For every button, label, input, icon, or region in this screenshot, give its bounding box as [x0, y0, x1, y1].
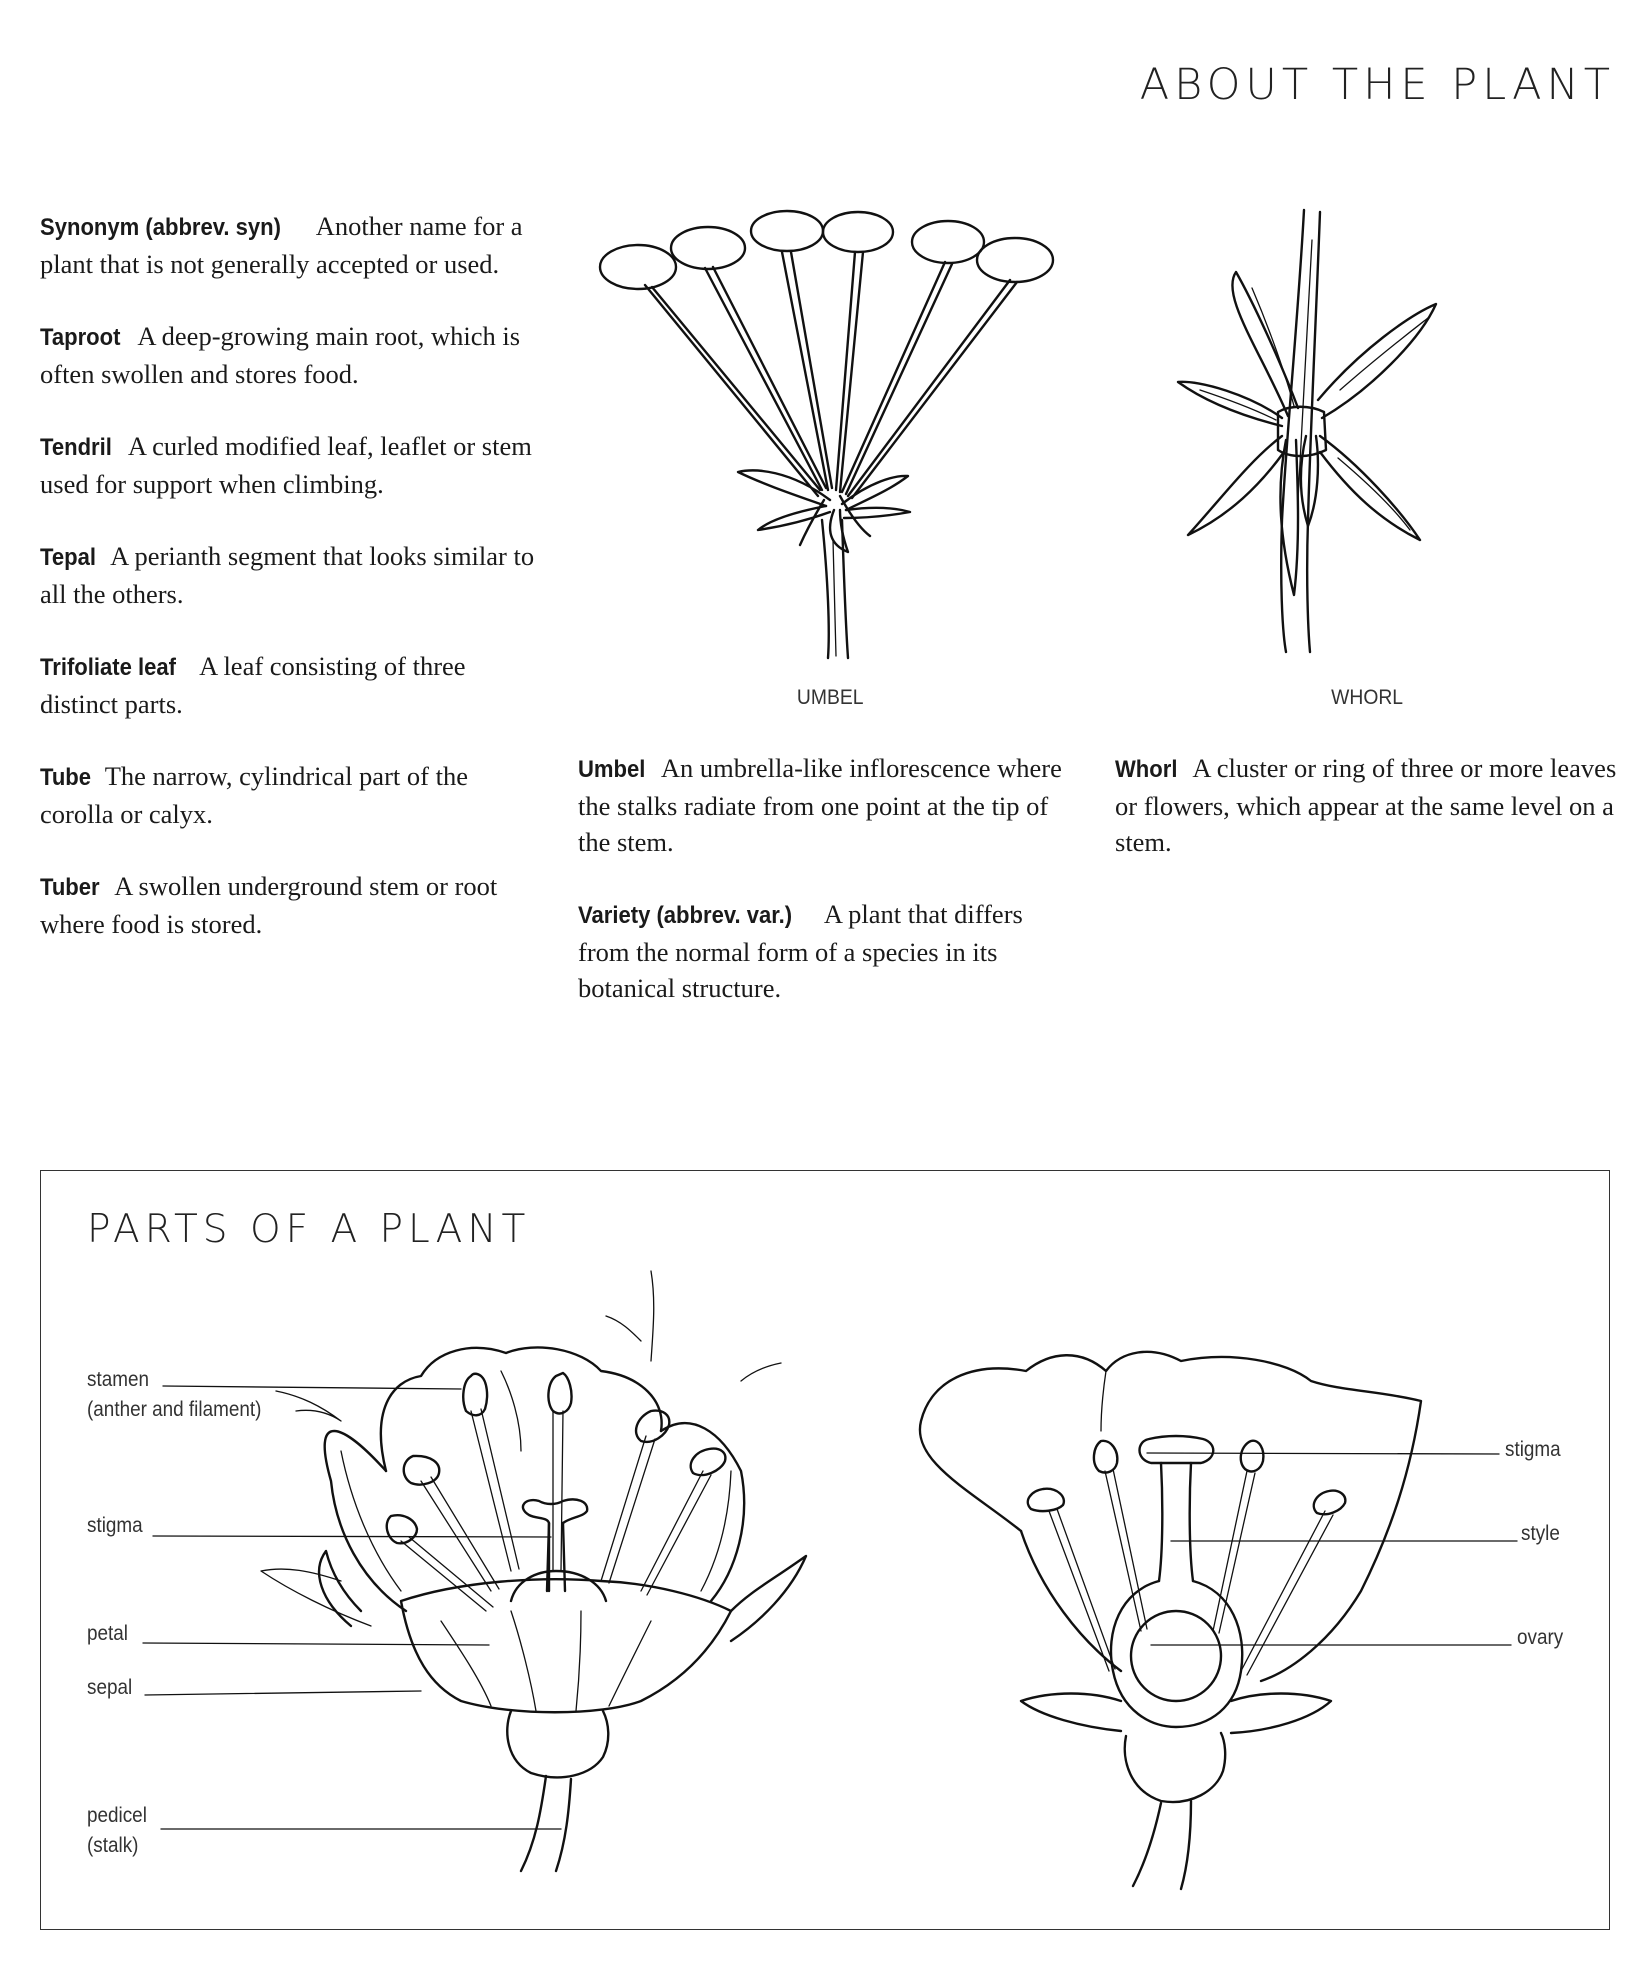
- glossary-term: Whorl: [1115, 756, 1178, 783]
- glossary-definition: Another name for a plant that is not generally accepted or used.: [40, 211, 523, 279]
- glossary-term: Umbel: [578, 756, 646, 783]
- label-stamen-text: stamen: [87, 1368, 149, 1391]
- glossary-entry: [40, 208, 545, 282]
- glossary-column-right: [1115, 750, 1620, 896]
- glossary-definition: A cluster or ring of three or more leaves or flowers, which appear at the same level on a stem.: [1115, 753, 1617, 857]
- umbel-illustration: [590, 200, 1070, 670]
- flower-diagram-right: [41, 1171, 1611, 1931]
- whorl-illustration: [1170, 200, 1500, 670]
- glossary-term: Tepal: [40, 544, 96, 571]
- label-stigma-left: stigma: [87, 1514, 143, 1537]
- glossary-definition: A leaf consisting of three distinct parts.: [40, 651, 466, 719]
- glossary-entry: [40, 538, 545, 612]
- label-style: style: [1521, 1522, 1560, 1545]
- glossary-term: Tendril: [40, 434, 112, 461]
- label-ovary: ovary: [1517, 1626, 1564, 1649]
- parts-box-title: PARTS OF A PLANT: [87, 1207, 531, 1252]
- whorl-caption: WHORL: [1331, 686, 1404, 709]
- glossary-definition: A plant that differs from the normal form of a species in its botanical structure.: [578, 899, 1023, 1003]
- glossary-term: Variety (abbrev. var.): [578, 902, 793, 929]
- glossary-term: Trifoliate leaf: [40, 654, 177, 681]
- glossary-term: Tuber: [40, 874, 100, 901]
- glossary-entry: [40, 428, 545, 502]
- glossary-column-middle: [578, 750, 1078, 1042]
- glossary-term: Tube: [40, 764, 92, 791]
- glossary-entry: [578, 750, 1078, 860]
- umbel-caption: UMBEL: [796, 686, 864, 709]
- glossary-definition: The narrow, cylindrical part of the corolla or calyx.: [40, 761, 468, 829]
- glossary-definition: A curled modified leaf, leaflet or stem used for support when climbing.: [40, 431, 532, 499]
- glossary-column-left: [40, 208, 545, 978]
- glossary-entry: [40, 648, 545, 722]
- glossary-definition: A deep-growing main root, which is often swollen and stores food.: [40, 321, 521, 389]
- label-stamen-sub: (anther and filament): [87, 1398, 262, 1421]
- glossary-definition: A perianth segment that looks similar to all the others.: [40, 541, 535, 609]
- glossary-definition: A swollen underground stem or root where food is stored.: [40, 871, 498, 939]
- glossary-entry: [578, 896, 1078, 1006]
- label-pedicel-sub: (stalk): [87, 1834, 139, 1857]
- page-heading: ABOUT THE PLANT: [1139, 60, 1615, 110]
- label-stigma-right: stigma: [1505, 1438, 1561, 1461]
- glossary-term: Synonym (abbrev. syn): [40, 214, 281, 241]
- parts-of-a-plant-box: [40, 1170, 1610, 1930]
- glossary-term: Taproot: [40, 324, 121, 351]
- glossary-entry: [40, 868, 545, 942]
- glossary-entry: [1115, 750, 1620, 860]
- glossary-entry: [40, 758, 545, 832]
- label-petal: petal: [87, 1622, 128, 1645]
- glossary-entry: [40, 318, 545, 392]
- label-pedicel-text: pedicel: [87, 1804, 147, 1827]
- label-sepal: sepal: [87, 1676, 133, 1699]
- glossary-definition: An umbrella-like inflorescence where the stalks radiate from one point at the tip of the stem.: [578, 753, 1062, 857]
